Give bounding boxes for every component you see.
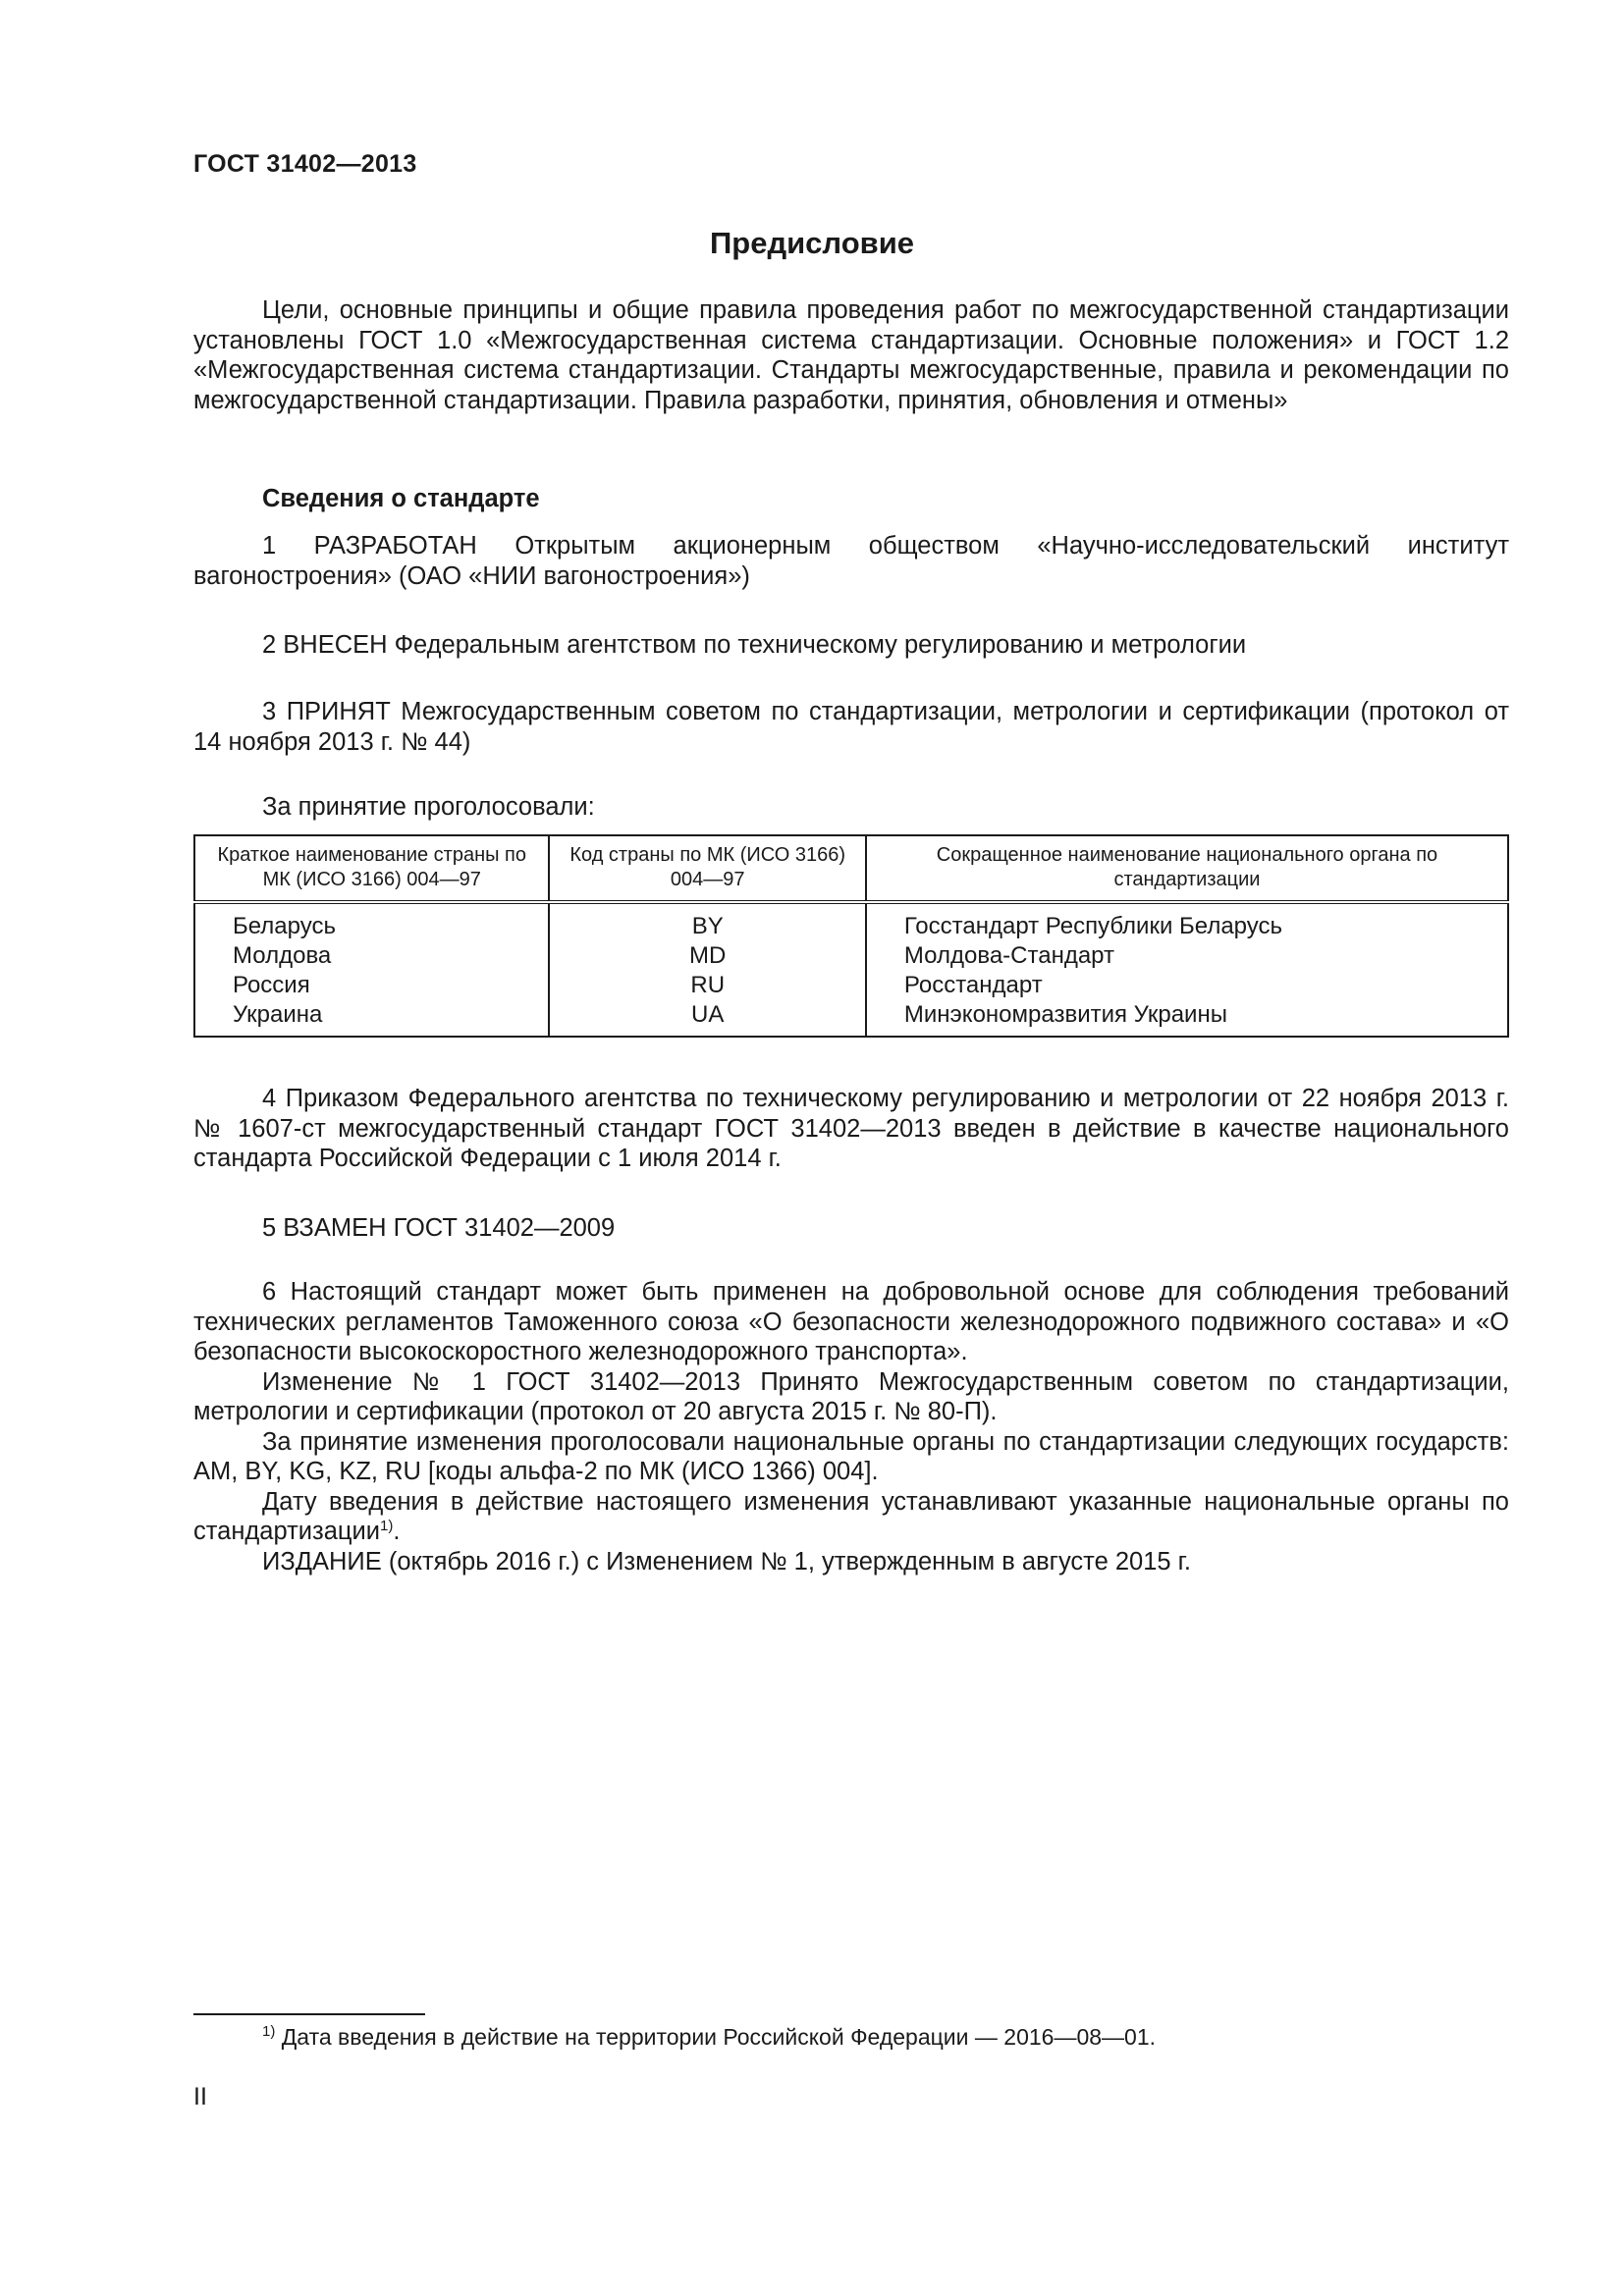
country-cell: Россия xyxy=(194,971,549,1000)
change-3: Дату введения в действие настоящего изменения устанавливают указанные национальные органы по стандартизации$^{1)}$. xyxy=(193,1487,1509,1545)
code-cell: UA xyxy=(549,1000,865,1037)
item-5: 5 ВЗАМЕН ГОСТ 31402—2009 xyxy=(262,1214,616,1242)
table-row xyxy=(194,971,1508,1000)
page-title: Предисловие xyxy=(709,226,914,260)
intro-text: Цели, основные принципы и общие правила проведения работ по межгосударственной стандартизации установлены ГОСТ 1.0 «Межгосударственная система стандартизации. Основные положения» и ГОСТ 1.2 «Межгосударственная система стандартизации. Стандарты межгосударственные, правила и рекомендации по межгосударственной стандартизации. Правила разработки, принятия, обновления и отмены» xyxy=(193,296,1509,414)
document-id: ГОСТ 31402—2013 xyxy=(193,150,417,178)
item-2: 2 ВНЕСЕН Федеральным агентством по техническому регулированию и метрологии xyxy=(262,631,1247,659)
footnote-text: Дата введения в действие на территории Российской Федерации — 2016—08—01. xyxy=(281,2024,1157,2050)
voted-label: За принятие проголосовали: xyxy=(262,793,595,821)
country-cell: Молдова xyxy=(194,941,549,971)
edition-note: ИЗДАНИЕ (октябрь 2016 г.) с Изменением № 1, утвержденным в августе 2015 г. xyxy=(262,1547,1191,1575)
column-header-code: Код страны по МК (ИСО 3166) 004—97 xyxy=(549,835,865,902)
change-1: Изменение № 1 ГОСТ 31402—2013 Принято Межгосударственным советом по стандартизации, метрологии и сертификации (протокол от 20 августа 2015 г. № 80-П). xyxy=(193,1367,1509,1425)
item-6-block xyxy=(193,1277,1509,1576)
code-cell: RU xyxy=(549,971,865,1000)
item-4: 4 Приказом Федерального агентства по техническому регулированию и метрологии от 22 ноября 2013 г. № 1607-ст межгосударственный стандарт ГОСТ 31402—2013 введен в действие в качестве национального стандарта Российской Федерации с 1 июля 2014 г. xyxy=(193,1085,1509,1172)
voting-table xyxy=(193,834,1509,1038)
footnote-mark: 1) xyxy=(262,2023,276,2040)
change-2: За принятие изменения проголосовали национальные органы по стандартизации следующих государств: AM, BY, KG, KZ, RU [коды альфа-2 по МК (ИСО 1366) 004]. xyxy=(193,1427,1509,1485)
table-row xyxy=(194,941,1508,971)
page-number: II xyxy=(193,2083,207,2110)
country-cell: Украина xyxy=(194,1000,549,1037)
country-cell: Беларусь xyxy=(194,902,549,941)
table-row xyxy=(194,902,1508,941)
item-1: 1 РАЗРАБОТАН Открытым акционерным обществом «Научно-исследовательский институт вагоностроения» (ОАО «НИИ вагоностроения») xyxy=(193,532,1509,590)
code-cell: BY xyxy=(549,902,865,941)
table-header-row xyxy=(194,835,1508,902)
footnote-divider xyxy=(193,2013,425,2015)
code-cell: MD xyxy=(549,941,865,971)
section-heading: Сведения о стандарте xyxy=(262,485,540,512)
item-6: 6 Настоящий стандарт может быть применен на добровольной основе для соблюдения требований технических регламентов Таможенного союза «О безопасности железнодорожного подвижного состава» и «О безопасности высокоскоростного железнодорожного транспорта». xyxy=(193,1278,1509,1365)
body-cell: Росстандарт xyxy=(866,971,1508,1000)
intro-paragraph xyxy=(193,295,1509,415)
column-header-body: Сокращенное наименование национального органа по стандартизации xyxy=(866,835,1508,902)
body-cell: Молдова-Стандарт xyxy=(866,941,1508,971)
footnote-reference[interactable]: 1) xyxy=(379,1518,394,1534)
footnote xyxy=(262,2024,1156,2051)
body-cell: Госстандарт Республики Беларусь xyxy=(866,902,1508,941)
item-3: 3 ПРИНЯТ Межгосударственным советом по стандартизации, метрологии и сертификации (протокол от 14 ноября 2013 г. № 44) xyxy=(193,698,1509,756)
table-row xyxy=(194,1000,1508,1037)
column-header-country: Краткое наименование страны по МК (ИСО 3166) 004—97 xyxy=(194,835,549,902)
body-cell: Минэкономразвития Украины xyxy=(866,1000,1508,1037)
